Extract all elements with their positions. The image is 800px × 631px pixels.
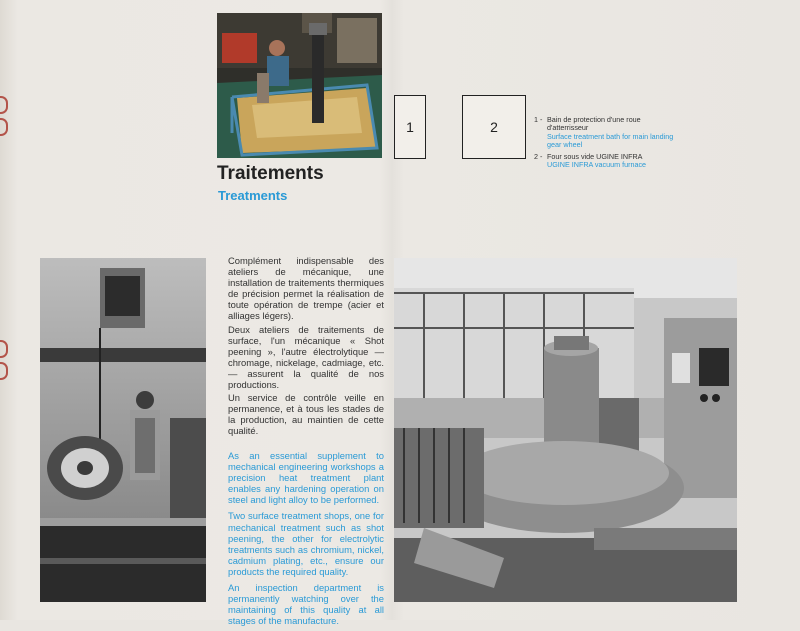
caption-2 [534,153,674,170]
body-text-fr [228,255,384,439]
caption-text-fr: Four sous vide UGINE INFRA [547,151,643,161]
section-title-en: Treatments [218,188,288,203]
binder-ring [0,362,8,380]
figure-placeholder-1 [394,95,426,159]
figure-number-1: 1 [406,119,414,135]
paragraph-fr: Un service de contrôle veille en permanence, et à tous les stades de la production, au maintien de cette qualité. [228,392,384,437]
section-title-fr: Traitements [217,163,324,184]
figure-captions [534,116,674,172]
figure-number-2: 2 [490,119,498,135]
binder-ring [0,340,8,358]
binder-ring [0,96,8,114]
paragraph-fr: Complément indispensable des ateliers de mécanique, une installation de traitements thermiques de précision permet la réalisation de toute opération de trempe (acier et alliages légers). [228,255,384,322]
photo-vacuum-furnace [394,258,737,602]
body-text-en [228,450,384,631]
photo-surface-treatment-bath [217,13,382,158]
caption-text-en: UGINE INFRA vacuum furnace [547,160,647,170]
paragraph-en: Two surface treatment shops, one for mechanical treatment such as shot peening, the other for electrolytic treatments such as chromium, nickel, cadmium plating, etc., ensure our products the required quality. [228,510,384,577]
paragraph-en: As an essential supplement to mechanical engineering workshops a precision heat treatment plant enables any hardening operation on steel and light alloy to be performed. [228,450,384,506]
caption-1 [534,116,674,150]
paragraph-en: An inspection department is permanently watching over the maintaining of this quality at all stages of the manufacture. [228,582,384,627]
binder-ring [0,118,8,136]
caption-text-en: Surface treatment bath for main landing gear wheel [547,131,674,150]
caption-number: 2 - [534,151,543,161]
caption-number: 1 - [534,115,543,124]
paragraph-fr: Deux ateliers de traitements de surface, l'un mécanique « Shot peening », l'autre électrolytique — chromage, nickelage, cadmiage, etc. — assurent la qualité de nos productions. [228,323,384,391]
caption-text-fr: Bain de protection d'une roue d'atterrisseur [547,115,641,133]
photo-landing-gear-wheel [40,258,206,602]
figure-placeholder-2 [462,95,526,159]
